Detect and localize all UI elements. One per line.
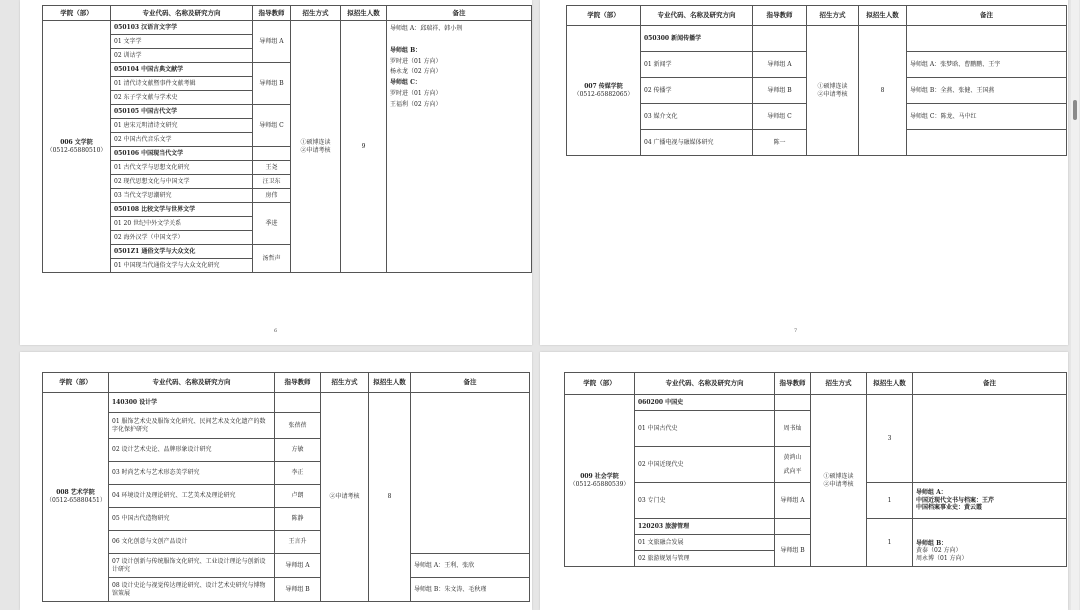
direction: 01 20 世纪中外文学关系 (111, 217, 253, 231)
tutor-cell: 导师组 C (253, 105, 291, 147)
note: 导师组 A：张梦晗、曹鹏鹏、王宇 (907, 52, 1067, 78)
count-cell: 8 (369, 393, 411, 602)
header-notes: 备注 (411, 373, 530, 393)
header-notes: 备注 (913, 373, 1067, 395)
tutor-cell (253, 147, 291, 161)
tutor-cell: 导师组 A (253, 21, 291, 63)
page-6 (20, 0, 532, 345)
admission-table-literature (42, 5, 532, 273)
direction: 02 现代思想文化与中国文学 (111, 175, 253, 189)
tutor-cell: 导师组 B (775, 535, 811, 567)
college-cell: 007 传媒学院 （0512-65882065） (567, 26, 641, 156)
header-count: 拟招生人数 (369, 373, 411, 393)
direction: 01 中国古代史 (635, 411, 775, 447)
tutor-cell: 房伟 (253, 189, 291, 203)
note-b: 导师组 B： 黄泰（02 方向） 周永博（01 方向） (913, 519, 1067, 567)
tutor-cell: 张蓓蓓 (275, 413, 321, 439)
note: 导师组 C：陈龙、马中红 (907, 104, 1067, 130)
note (907, 130, 1067, 156)
page-9 (540, 352, 1068, 610)
tutor-cell: 导师组 C (753, 104, 807, 130)
tutor-cell: 导师组 B (253, 63, 291, 105)
method-cell: ①硕博连读 ②申请考核 (291, 21, 341, 273)
header-major: 专业代码、名称及研究方向 (635, 373, 775, 395)
tutor-cell (775, 395, 811, 411)
direction: 02 训诂学 (111, 49, 253, 63)
note: 导师组 B：朱文涛、毛秋瑾 (411, 578, 530, 602)
direction: 01 新闻学 (641, 52, 753, 78)
count-cell: 1 (867, 483, 913, 519)
method-cell: ①硕博连读 ②申请考核 (811, 395, 867, 567)
tutor-cell: 方敏 (275, 439, 321, 462)
header-major: 专业代码、名称及研究方向 (111, 6, 253, 21)
direction: 04 环境设计及理论研究、工艺美术及理论研究 (109, 485, 275, 508)
vertical-scrollbar[interactable] (1071, 0, 1079, 610)
tutor-cell: 导师组 A (753, 52, 807, 78)
note: 导师组 B：全燕、张健、王国燕 (907, 78, 1067, 104)
direction: 07 设计创新与传统服饰文化研究、工业设计理论与创新设计研究 (109, 554, 275, 578)
tutor-cell: 汤哲声 (253, 245, 291, 273)
tutor-cell: 卢朗 (275, 485, 321, 508)
direction: 01 古代文学与思想文化研究 (111, 161, 253, 175)
header-method: 招生方式 (291, 6, 341, 21)
direction: 04 广播电视与融媒体研究 (641, 130, 753, 156)
direction: 05 中国古代造物研究 (109, 508, 275, 531)
direction: 06 文化创意与文创产品设计 (109, 531, 275, 554)
tutor-cell: 导师组 A (775, 483, 811, 519)
count-cell: 8 (859, 26, 907, 156)
header-major: 专业代码、名称及研究方向 (109, 373, 275, 393)
page-number: 7 (794, 328, 798, 334)
direction: 02 传播学 (641, 78, 753, 104)
count-cell: 3 (867, 395, 913, 483)
tutor-cell (775, 519, 811, 535)
notes-cell (411, 393, 530, 554)
tutor-cell: 季进 (253, 203, 291, 245)
admission-table-art (42, 372, 530, 602)
major-title: 050108 比较文学与世界文学 (111, 203, 253, 217)
method-cell: ②申请考核 (321, 393, 369, 602)
header-notes: 备注 (387, 6, 532, 21)
header-tutor: 指导教师 (275, 373, 321, 393)
header-major: 专业代码、名称及研究方向 (641, 6, 753, 26)
method-cell: ①硕博连读 ②申请考核 (807, 26, 859, 156)
direction: 01 文旅融合发展 (635, 535, 775, 551)
count-cell: 9 (341, 21, 387, 273)
college-cell: 008 艺术学院 （0512-65880451） (43, 393, 109, 602)
tutor-cell: 周书灿 (775, 411, 811, 447)
direction: 03 当代文学思潮研究 (111, 189, 253, 203)
direction: 02 东子学文献与学术史 (111, 91, 253, 105)
direction: 02 海外汉学（中国文学） (111, 231, 253, 245)
major-title: 050106 中国现当代文学 (111, 147, 253, 161)
major-title: 0501Z1 通俗文学与大众文化 (111, 245, 253, 259)
header-method: 招生方式 (321, 373, 369, 393)
tutor-cell: 王言升 (275, 531, 321, 554)
page-number: 6 (274, 328, 278, 334)
admission-table-society (564, 372, 1067, 567)
header-count: 拟招生人数 (859, 6, 907, 26)
tutor-cell: 黄鸿山 武向平 (775, 447, 811, 483)
tutor-cell: 汪卫东 (253, 175, 291, 189)
direction: 02 中国古代音乐文学 (111, 133, 253, 147)
tutor-cell: 陈一 (753, 130, 807, 156)
major-title: 050104 中国古典文献学 (111, 63, 253, 77)
tutor-cell: 导师组 B (753, 78, 807, 104)
direction: 03 时尚艺术与艺术形态美学研究 (109, 462, 275, 485)
notes-cell (913, 395, 1067, 483)
direction: 02 旅游规划与管理 (635, 551, 775, 567)
header-count: 拟招生人数 (867, 373, 913, 395)
major-title: 120203 旅游管理 (635, 519, 775, 535)
header-tutor: 指导教师 (253, 6, 291, 21)
page-7 (540, 0, 1068, 345)
header-method: 招生方式 (811, 373, 867, 395)
major-title: 060200 中国史 (635, 395, 775, 411)
direction: 01 中国现当代通俗文学与大众文化研究 (111, 259, 253, 273)
tutor-cell (753, 26, 807, 52)
header-college: 学院（部） (567, 6, 641, 26)
notes-cell: 导师组 A：邱瑞祥、韩小荆 导师组 B： 罗时进（01 方向） 杨永龙（02 方向） 导师组 C： 罗时进（01 方向） 王福利（02 方向） (387, 21, 532, 273)
college-cell: 006 文学院 （0512-65880510） (43, 21, 111, 273)
note-a: 导师组 A： 中国近现代文书与档案：王芹 中国档案事业史：黄云霞 (913, 483, 1067, 519)
college-cell: 009 社会学院 （0512-65880539） (565, 395, 635, 567)
notes-cell (907, 26, 1067, 52)
major-title: 140300 设计学 (109, 393, 275, 413)
header-college: 学院（部） (43, 6, 111, 21)
direction: 03 媒介文化 (641, 104, 753, 130)
header-notes: 备注 (907, 6, 1067, 26)
page-8 (20, 352, 532, 610)
major-title: 050105 中国古代文学 (111, 105, 253, 119)
count-cell: 1 (867, 519, 913, 567)
major-title: 050103 汉语言文字学 (111, 21, 253, 35)
direction: 03 专门史 (635, 483, 775, 519)
tutor-cell (275, 393, 321, 413)
scrollbar-thumb[interactable] (1073, 100, 1077, 120)
header-college: 学院（部） (43, 373, 109, 393)
header-tutor: 指导教师 (753, 6, 807, 26)
direction: 01 文字学 (111, 35, 253, 49)
tutor-cell: 陈静 (275, 508, 321, 531)
direction: 02 中国近现代史 (635, 447, 775, 483)
direction: 02 设计艺术史论、品牌形象设计研究 (109, 439, 275, 462)
header-tutor: 指导教师 (775, 373, 811, 395)
major-title: 050300 新闻传播学 (641, 26, 753, 52)
direction: 08 设计史论与视觉传达理论研究、设计艺术史研究与博物馆策展 (109, 578, 275, 602)
tutor-cell: 导师组 A (275, 554, 321, 578)
header-method: 招生方式 (807, 6, 859, 26)
tutor-cell: 王尧 (253, 161, 291, 175)
header-count: 拟招生人数 (341, 6, 387, 21)
note: 导师组 A：王利、张欣 (411, 554, 530, 578)
admission-table-media (566, 5, 1067, 156)
direction: 01 唐宋元明清诗文研究 (111, 119, 253, 133)
tutor-cell: 李正 (275, 462, 321, 485)
direction: 01 服饰艺术史及服饰文化研究、民间艺术及文化遗产的数字化保护研究 (109, 413, 275, 439)
direction: 01 清代诗文献暨事件文献考辑 (111, 77, 253, 91)
header-college: 学院（部） (565, 373, 635, 395)
tutor-cell: 导师组 B (275, 578, 321, 602)
